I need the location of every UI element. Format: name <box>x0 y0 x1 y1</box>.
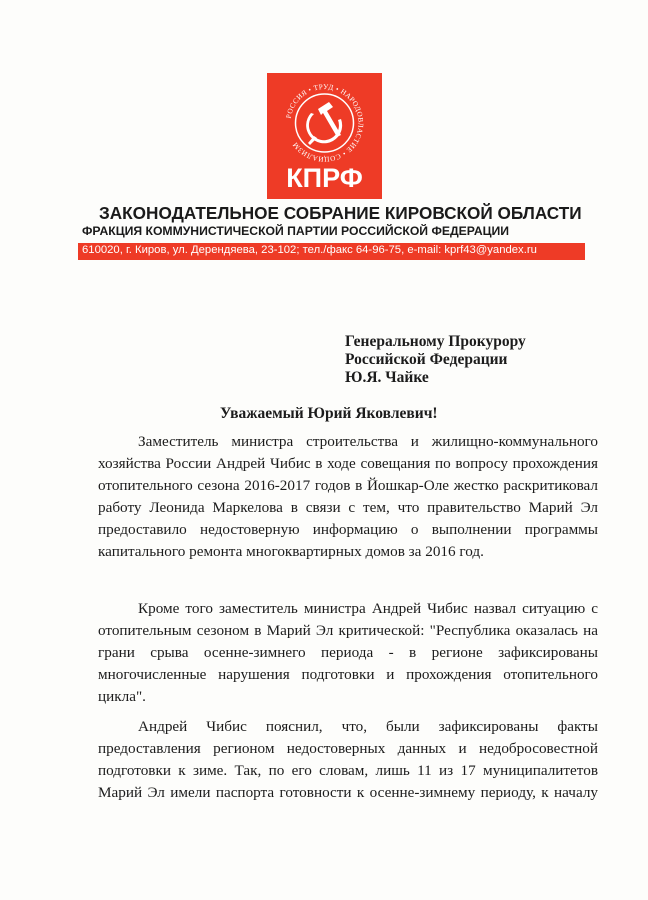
salutation: Уважаемый Юрий Яковлевич! <box>220 405 438 422</box>
text-line: Заместитель министра строительства и жилищно-коммунального <box>138 433 598 450</box>
paragraph-2 <box>98 598 598 708</box>
contact-info: 610020, г. Киров, ул. Дерендяева, 23-102; тел./факс 64-96-75, e-mail: kprf43@yandex.ru <box>82 244 537 256</box>
addressee-line: Российской Федерации <box>345 351 508 368</box>
addressee-block <box>345 333 526 387</box>
text-line: работу Леонида Маркелова в связи с тем, что правительство Марий Эл <box>98 499 598 516</box>
text-line: Кроме того заместитель министра Андрей Чибис назвал ситуацию с <box>138 600 598 617</box>
kprf-logo <box>267 73 382 199</box>
text-line: многочисленные нарушения подготовки и прохождения отопительного <box>98 666 598 683</box>
text-line: хозяйства России Андрей Чибис в ходе совещания по вопросу прохождения <box>98 455 598 472</box>
text-line: отопительным сезоном в Марий Эл критической: "Республика оказалась на <box>98 622 598 639</box>
addressee-line: Ю.Я. Чайке <box>345 369 429 386</box>
text-line: капитального ремонта многоквартирных домов за 2016 год. <box>98 543 484 560</box>
text-line: подготовки к зиме. Так, по его словам, лишь 11 из 17 муниципалитетов <box>98 762 598 779</box>
text-line: отопительного сезона 2016-2017 годов в Йошкар-Оле жестко раскритиковал <box>98 477 598 494</box>
paragraph-1 <box>98 431 598 563</box>
logo-name: КПРФ <box>286 163 363 193</box>
organization-subtitle: ФРАКЦИЯ КОММУНИСТИЧЕСКОЙ ПАРТИИ РОССИЙСКОЙ ФЕДЕРАЦИИ <box>82 224 510 238</box>
text-line: грани срыва осенне-зимнего периода - в регионе зафиксированы <box>98 644 598 661</box>
paragraph-3 <box>98 716 598 804</box>
text-line: цикла". <box>98 688 146 705</box>
contact-bar <box>78 243 585 260</box>
svg-text:РОССИЯ • ТРУД • НАРОДОВЛАСТИЕ: РОССИЯ • ТРУД • НАРОДОВЛАСТИЕ • СОЦИАЛИЗМ <box>284 82 365 164</box>
organization-title: ЗАКОНОДАТЕЛЬНОЕ СОБРАНИЕ КИРОВСКОЙ ОБЛАСТИ <box>99 203 582 223</box>
addressee-line: Генеральному Прокурору <box>345 333 526 350</box>
text-line: предоставления регионом недостоверных данных и недобросовестной <box>98 740 598 757</box>
text-line: Андрей Чибис пояснил, что, были зафиксированы факты <box>138 718 598 735</box>
text-line: предоставило недостоверную информацию о выполнении программы <box>98 521 598 538</box>
text-line: Марий Эл имели паспорта готовности к осенне-зимнему периоду, к началу <box>98 784 598 801</box>
